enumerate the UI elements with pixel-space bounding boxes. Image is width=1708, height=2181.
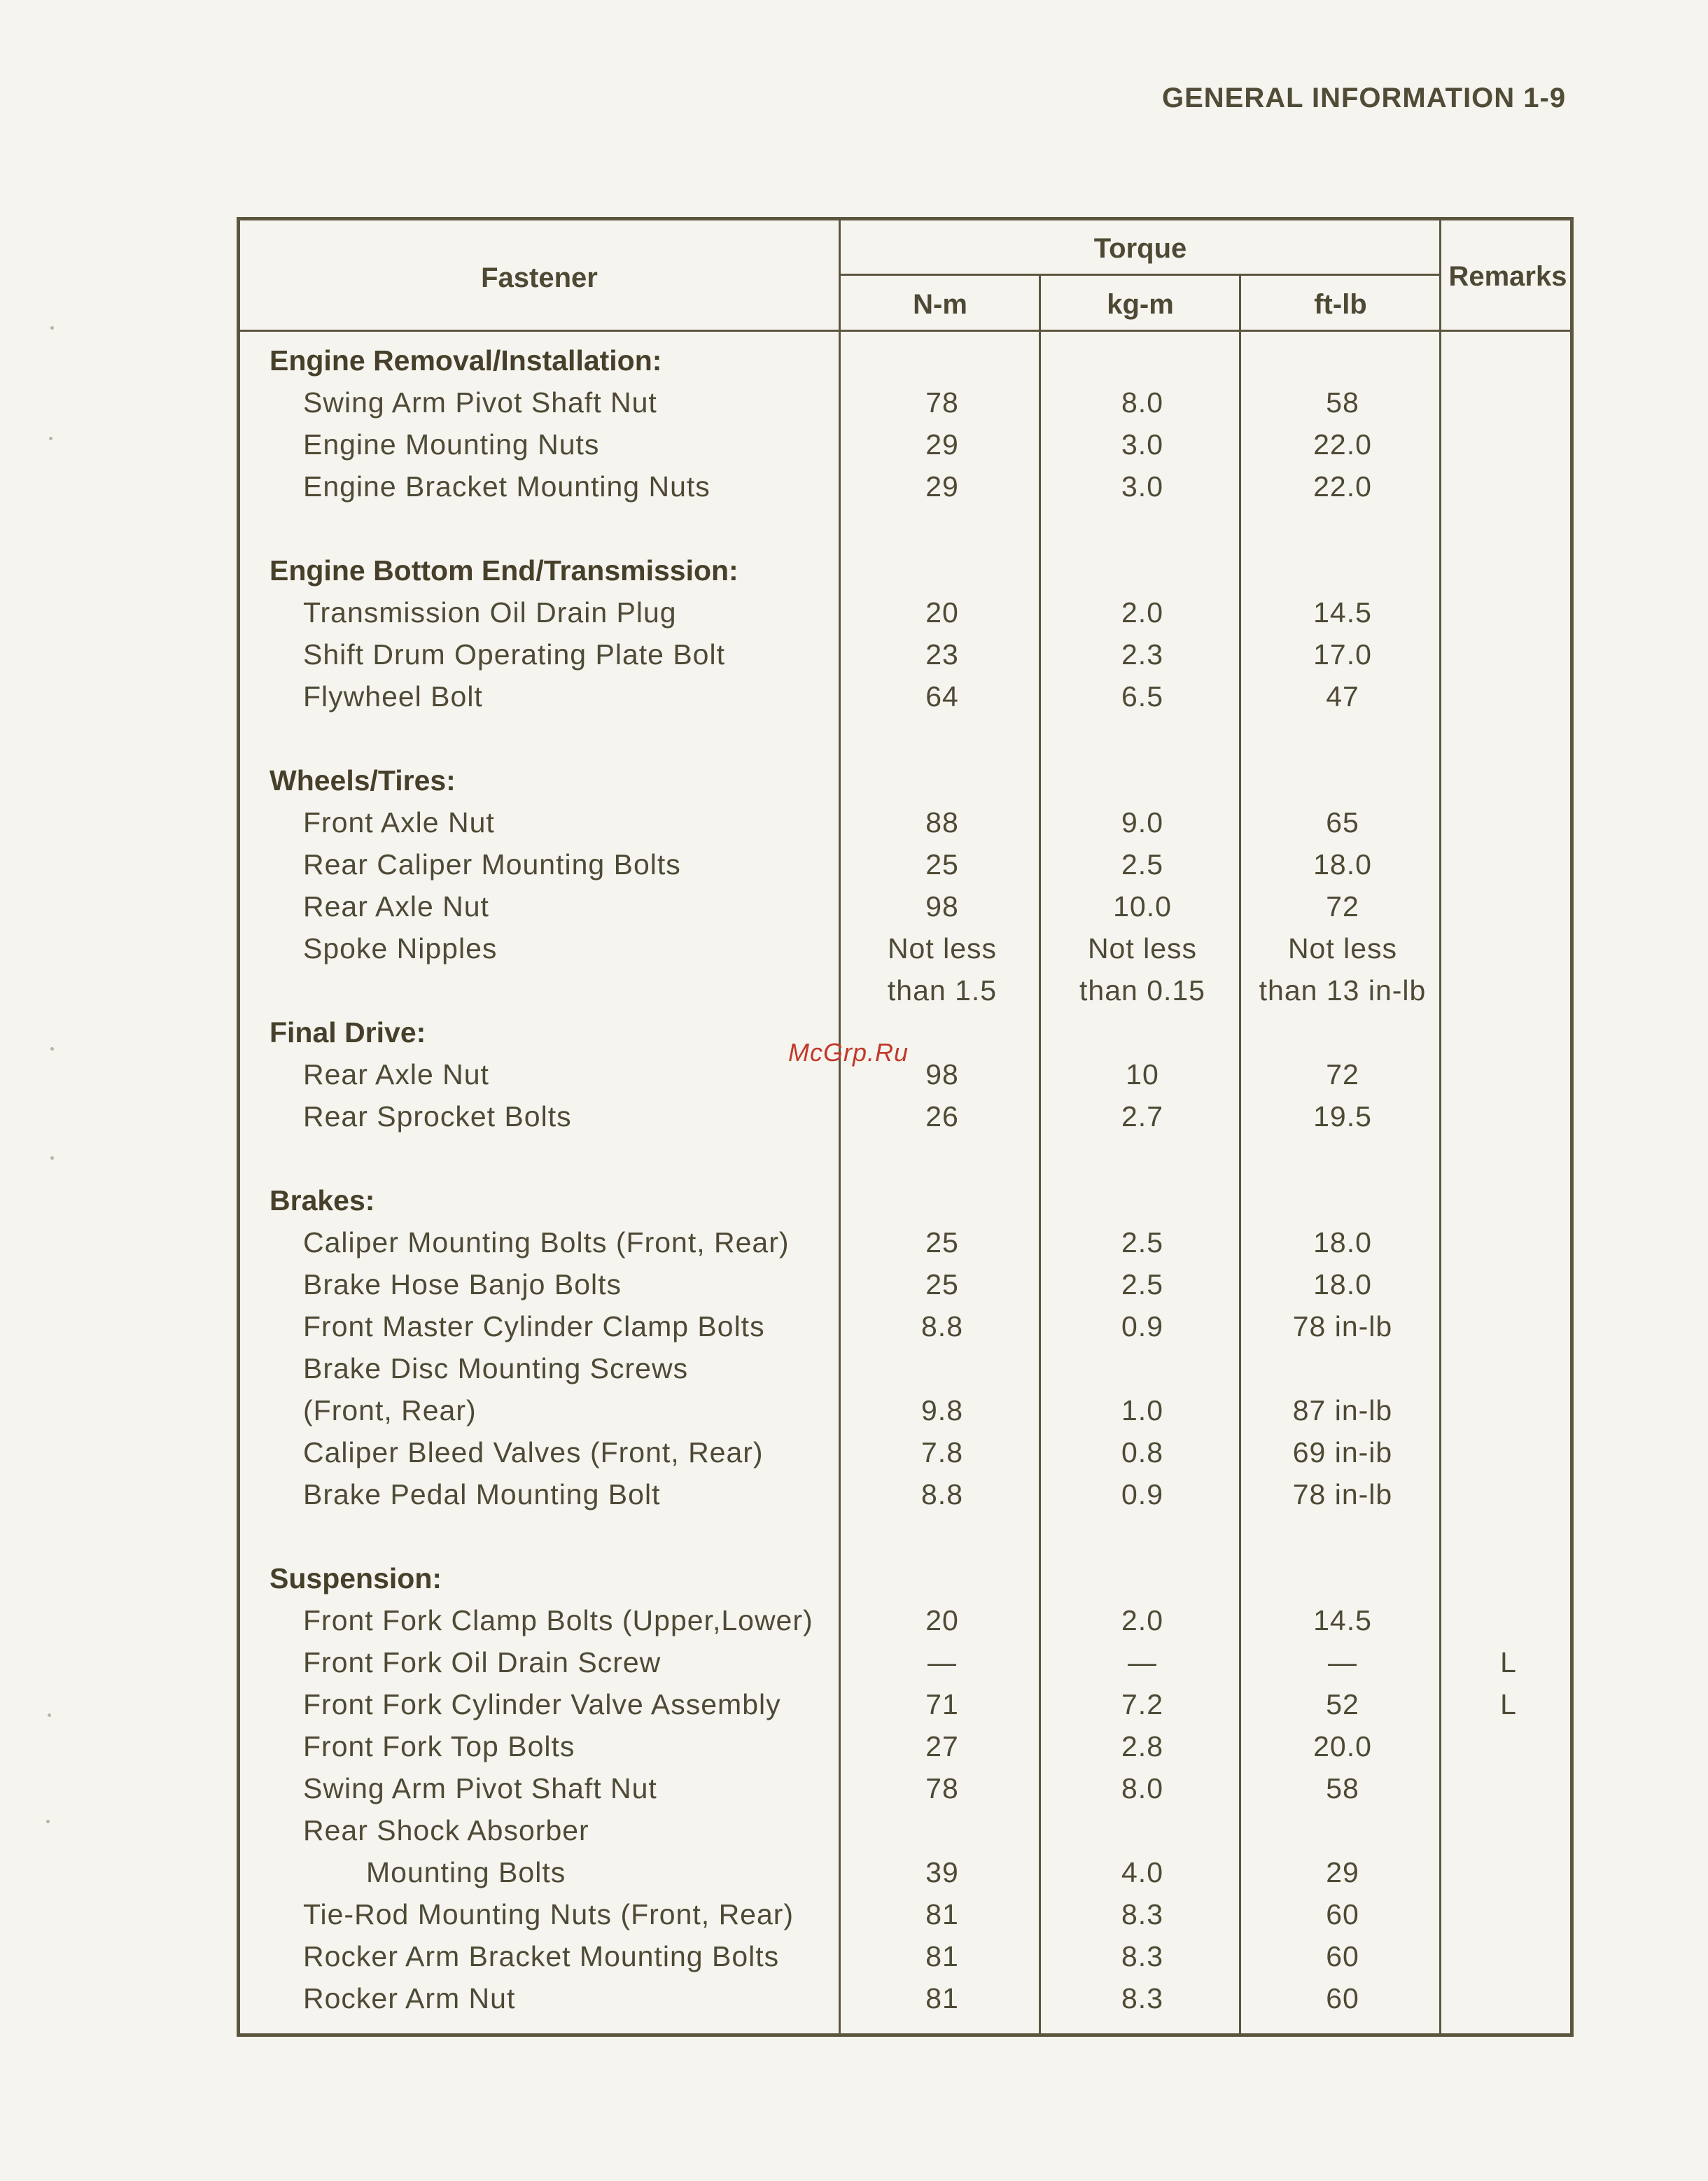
value-nm: 7.8 bbox=[921, 1436, 963, 1468]
table-row bbox=[240, 633, 1570, 675]
scan-speck bbox=[50, 326, 54, 330]
value-kgm: 4.0 bbox=[1121, 1856, 1163, 1888]
value-ftlb: 78 in-lb bbox=[1292, 1310, 1393, 1342]
fastener-label: Rear Shock Absorber bbox=[303, 1814, 589, 1846]
value-nm: 98 bbox=[925, 890, 959, 923]
watermark: McGrp.Ru bbox=[788, 1038, 909, 1067]
table-row bbox=[240, 801, 1570, 843]
value-nm: 8.8 bbox=[921, 1478, 963, 1510]
value-nm: — bbox=[927, 1646, 957, 1678]
table-row bbox=[240, 591, 1570, 633]
fastener-label: Swing Arm Pivot Shaft Nut bbox=[303, 1772, 657, 1804]
table-row bbox=[240, 1263, 1570, 1305]
value-ftlb: than 13 in-lb bbox=[1259, 974, 1427, 1007]
section-label: Suspension: bbox=[270, 1562, 442, 1594]
header-ftlb: ft-lb bbox=[1314, 289, 1367, 320]
table-row bbox=[240, 1683, 1570, 1725]
fastener-label: Front Fork Oil Drain Screw bbox=[303, 1646, 662, 1678]
fastener-label: Brake Disc Mounting Screws bbox=[303, 1352, 689, 1384]
fastener-label: Rear Axle Nut bbox=[303, 1058, 489, 1090]
value-kgm: 2.7 bbox=[1121, 1100, 1163, 1132]
table-row bbox=[240, 465, 1570, 507]
value-nm: 23 bbox=[925, 638, 959, 671]
value-kgm: 9.0 bbox=[1121, 806, 1163, 839]
fastener-label: Caliper Mounting Bolts (Front, Rear) bbox=[303, 1226, 790, 1258]
table-row bbox=[240, 843, 1570, 885]
fastener-label: Front Fork Top Bolts bbox=[303, 1730, 575, 1762]
value-ftlb: 17.0 bbox=[1313, 638, 1372, 671]
fastener-label: Brake Pedal Mounting Bolt bbox=[303, 1478, 661, 1510]
value-nm: 81 bbox=[925, 1898, 959, 1930]
value-ftlb: 14.5 bbox=[1313, 596, 1372, 629]
value-ftlb: 29 bbox=[1326, 1856, 1359, 1888]
fastener-label: Caliper Bleed Valves (Front, Rear) bbox=[303, 1436, 764, 1468]
value-kgm: 1.0 bbox=[1121, 1394, 1163, 1426]
value-ftlb: 60 bbox=[1326, 1982, 1359, 2014]
value-kgm: 0.9 bbox=[1121, 1478, 1163, 1510]
value-kgm: 10.0 bbox=[1113, 890, 1172, 923]
fastener-label: Front Fork Cylinder Valve Assembly bbox=[303, 1688, 781, 1720]
value-kgm: 3.0 bbox=[1121, 470, 1163, 503]
fastener-label: Front Master Cylinder Clamp Bolts bbox=[303, 1310, 765, 1342]
value-ftlb: 65 bbox=[1326, 806, 1359, 839]
value-kgm: 6.5 bbox=[1121, 680, 1163, 713]
value-kgm: 2.0 bbox=[1121, 1604, 1163, 1636]
section-heading bbox=[240, 759, 1570, 801]
value-remarks: L bbox=[1500, 1688, 1517, 1720]
value-nm: 81 bbox=[925, 1982, 959, 2014]
value-ftlb: 52 bbox=[1326, 1688, 1359, 1720]
value-kgm: 0.9 bbox=[1121, 1310, 1163, 1342]
table-row bbox=[240, 1809, 1570, 1851]
value-nm: 39 bbox=[925, 1856, 959, 1888]
torque-table bbox=[237, 217, 1574, 2037]
value-nm: 78 bbox=[925, 1772, 959, 1804]
table-row bbox=[240, 675, 1570, 717]
section-heading bbox=[240, 1557, 1570, 1599]
section-label: Final Drive: bbox=[270, 1016, 426, 1049]
fastener-label: Front Axle Nut bbox=[303, 806, 495, 839]
scan-speck bbox=[50, 1156, 54, 1160]
table-row bbox=[240, 969, 1570, 1011]
fastener-label: Engine Bracket Mounting Nuts bbox=[303, 470, 710, 503]
table-row bbox=[240, 1977, 1570, 2019]
header-divider bbox=[240, 330, 1570, 332]
value-ftlb: Not less bbox=[1287, 932, 1398, 965]
value-nm: 26 bbox=[925, 1100, 959, 1132]
value-nm: 25 bbox=[925, 848, 959, 881]
table-row bbox=[240, 885, 1570, 927]
value-nm: 88 bbox=[925, 806, 959, 839]
value-remarks: L bbox=[1500, 1646, 1517, 1678]
table-row bbox=[240, 1347, 1570, 1389]
table-row bbox=[240, 1431, 1570, 1473]
fastener-label: Spoke Nipples bbox=[303, 932, 498, 965]
value-ftlb: 72 bbox=[1326, 890, 1359, 923]
value-ftlb: 19.5 bbox=[1313, 1100, 1372, 1132]
table-row bbox=[240, 1725, 1570, 1767]
fastener-label: Engine Mounting Nuts bbox=[303, 428, 600, 461]
value-ftlb: 58 bbox=[1326, 386, 1359, 419]
value-nm: 29 bbox=[925, 428, 959, 461]
table-row bbox=[240, 1473, 1570, 1515]
table-row bbox=[240, 1221, 1570, 1263]
fastener-label: Rear Axle Nut bbox=[303, 890, 489, 923]
value-ftlb: 14.5 bbox=[1313, 1604, 1372, 1636]
value-nm: 27 bbox=[925, 1730, 959, 1762]
value-nm: 9.8 bbox=[921, 1394, 963, 1426]
value-kgm: 2.5 bbox=[1121, 1226, 1163, 1258]
value-ftlb: 60 bbox=[1326, 1940, 1359, 1972]
value-kgm: 2.3 bbox=[1121, 638, 1163, 671]
section-label: Engine Removal/Installation: bbox=[270, 344, 662, 377]
scan-speck bbox=[48, 1713, 51, 1717]
value-kgm: 8.3 bbox=[1121, 1898, 1163, 1930]
table-row bbox=[240, 1305, 1570, 1347]
fastener-label: Tie-Rod Mounting Nuts (Front, Rear) bbox=[303, 1898, 794, 1930]
value-nm: 98 bbox=[925, 1058, 959, 1090]
value-nm: 25 bbox=[925, 1226, 959, 1258]
value-kgm: 2.5 bbox=[1121, 848, 1163, 881]
value-ftlb: 18.0 bbox=[1313, 848, 1372, 881]
fastener-label: Mounting Bolts bbox=[366, 1856, 566, 1888]
section-heading bbox=[240, 549, 1570, 591]
table-row bbox=[240, 1095, 1570, 1137]
value-nm: Not less bbox=[887, 932, 997, 965]
fastener-label: Rear Sprocket Bolts bbox=[303, 1100, 572, 1132]
value-kgm: 8.3 bbox=[1121, 1982, 1163, 2014]
value-kgm: — bbox=[1128, 1646, 1157, 1678]
section-heading bbox=[240, 339, 1570, 381]
value-nm: 78 bbox=[925, 386, 959, 419]
value-ftlb: 58 bbox=[1326, 1772, 1359, 1804]
table-row bbox=[240, 927, 1570, 969]
value-kgm: 2.5 bbox=[1121, 1268, 1163, 1300]
value-kgm: 2.8 bbox=[1121, 1730, 1163, 1762]
section-label: Engine Bottom End/Transmission: bbox=[270, 554, 738, 587]
table-row bbox=[240, 1893, 1570, 1935]
table-row bbox=[240, 1851, 1570, 1893]
value-kgm: 0.8 bbox=[1121, 1436, 1163, 1468]
torque-subheader-divider bbox=[840, 274, 1441, 276]
fastener-label: Swing Arm Pivot Shaft Nut bbox=[303, 386, 657, 419]
fastener-label: Rocker Arm Nut bbox=[303, 1982, 516, 2014]
table-row bbox=[240, 1389, 1570, 1431]
header-fastener: Fastener bbox=[481, 262, 598, 293]
value-nm: 81 bbox=[925, 1940, 959, 1972]
table-row bbox=[240, 1767, 1570, 1809]
section-heading bbox=[240, 1179, 1570, 1221]
value-kgm: 8.3 bbox=[1121, 1940, 1163, 1972]
value-ftlb: 18.0 bbox=[1313, 1268, 1372, 1300]
value-ftlb: 78 in-lb bbox=[1292, 1478, 1393, 1510]
value-nm: 25 bbox=[925, 1268, 959, 1300]
value-kgm: 3.0 bbox=[1121, 428, 1163, 461]
value-kgm: Not less bbox=[1087, 932, 1198, 965]
header-remarks: Remarks bbox=[1448, 261, 1567, 292]
value-ftlb: 18.0 bbox=[1313, 1226, 1372, 1258]
value-ftlb: 60 bbox=[1326, 1898, 1359, 1930]
value-ftlb: 47 bbox=[1326, 680, 1359, 713]
header-torque: Torque bbox=[1093, 233, 1187, 264]
value-ftlb: 22.0 bbox=[1313, 428, 1372, 461]
value-kgm: 8.0 bbox=[1121, 386, 1163, 419]
table-row bbox=[240, 1641, 1570, 1683]
header-nm: N-m bbox=[913, 289, 967, 320]
value-nm: 8.8 bbox=[921, 1310, 963, 1342]
fastener-label: Transmission Oil Drain Plug bbox=[303, 596, 677, 629]
value-nm: 71 bbox=[925, 1688, 959, 1720]
scan-speck bbox=[49, 437, 52, 440]
value-ftlb: — bbox=[1328, 1646, 1357, 1678]
table-row bbox=[240, 1935, 1570, 1977]
fastener-label: Brake Hose Banjo Bolts bbox=[303, 1268, 622, 1300]
value-kgm: 2.0 bbox=[1121, 596, 1163, 629]
value-nm: 29 bbox=[925, 470, 959, 503]
value-nm: 64 bbox=[925, 680, 959, 713]
header-kgm: kg-m bbox=[1107, 289, 1174, 320]
value-nm: than 1.5 bbox=[887, 974, 997, 1007]
fastener-label: Front Fork Clamp Bolts (Upper,Lower) bbox=[303, 1604, 813, 1636]
section-label: Wheels/Tires: bbox=[270, 764, 456, 797]
scan-speck bbox=[46, 1820, 50, 1823]
value-nm: 20 bbox=[925, 1604, 959, 1636]
table-row bbox=[240, 1599, 1570, 1641]
value-kgm: 10 bbox=[1126, 1058, 1159, 1090]
table-row bbox=[240, 423, 1570, 465]
fastener-label: Rocker Arm Bracket Mounting Bolts bbox=[303, 1940, 780, 1972]
value-nm: 20 bbox=[925, 596, 959, 629]
value-ftlb: 69 in-ib bbox=[1292, 1436, 1393, 1468]
value-ftlb: 72 bbox=[1326, 1058, 1359, 1090]
section-label: Brakes: bbox=[270, 1184, 375, 1216]
value-ftlb: 87 in-lb bbox=[1292, 1394, 1393, 1426]
fastener-label: Shift Drum Operating Plate Bolt bbox=[303, 638, 725, 671]
value-kgm: 8.0 bbox=[1121, 1772, 1163, 1804]
table-row bbox=[240, 381, 1570, 423]
value-ftlb: 20.0 bbox=[1313, 1730, 1372, 1762]
page-header: GENERAL INFORMATION 1-9 bbox=[1162, 83, 1567, 113]
value-ftlb: 22.0 bbox=[1313, 470, 1372, 503]
value-kgm: than 0.15 bbox=[1079, 974, 1205, 1007]
fastener-label: Rear Caliper Mounting Bolts bbox=[303, 848, 681, 881]
fastener-label: Flywheel Bolt bbox=[303, 680, 483, 713]
scan-speck bbox=[50, 1047, 54, 1051]
fastener-label: (Front, Rear) bbox=[303, 1394, 477, 1426]
value-kgm: 7.2 bbox=[1121, 1688, 1163, 1720]
